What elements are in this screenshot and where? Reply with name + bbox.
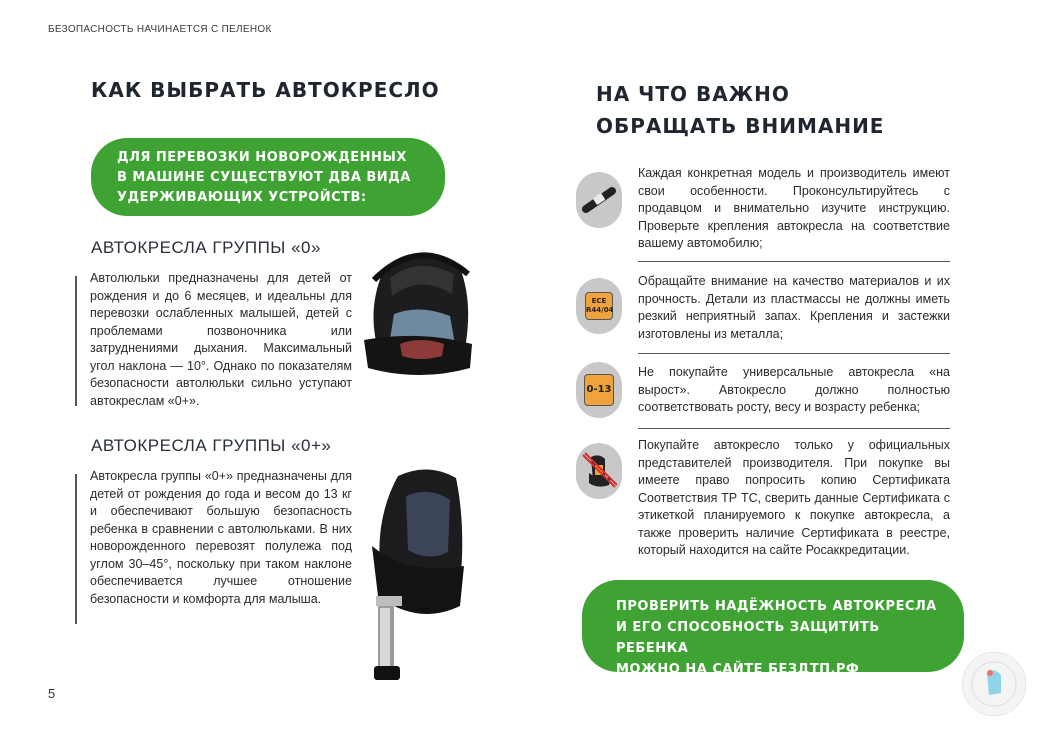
weight-badge: 0-13: [584, 374, 614, 406]
right-page-title: НА ЧТО ВАЖНО ОБРАЩАТЬ ВНИМАНИЕ: [596, 82, 885, 138]
group0-heading: АВТОКРЕСЛА ГРУППЫ «0»: [91, 238, 321, 257]
check-callout-text: МОЖНО НА САЙТЕ: [616, 662, 769, 677]
ece-badge-line: R44/04: [586, 306, 614, 314]
weight-range-icon: [576, 362, 622, 418]
divider: [638, 353, 950, 354]
brand-logo-icon: [962, 652, 1026, 716]
group0-rule: [75, 276, 77, 406]
check-callout-line: И ЕГО СПОСОБНОСТЬ ЗАЩИТИТЬ РЕБЕНКА: [616, 620, 880, 656]
seatbelt-buckle-icon: [576, 172, 622, 228]
left-page-title: КАК ВЫБРАТЬ АВТОКРЕСЛО: [91, 78, 440, 102]
group0plus-rule: [75, 474, 77, 624]
intro-callout: [91, 138, 445, 216]
advice-item-3: Не покупайте универсальные автокресла «на вырост». Автокресло должно полностью соответствовать росту, весу и возрасту ребенка;: [638, 365, 950, 414]
check-callout: [582, 580, 964, 677]
crossed-seat-icon: [576, 443, 622, 499]
divider: [638, 261, 950, 262]
ece-badge: [585, 292, 613, 320]
group0-text: Автолюльки предназначены для детей от рождения и до 6 месяцев, и идеальны для перевозки ослабленных малышей, детей с проблемами позвоночника или затруднениями дыхания. Максимальный угол наклона — 10°. Однако по показателям безопасности автолюльки сильно уступают автокреслам «0+».: [90, 271, 352, 408]
advice-item-1: Каждая конкретная модель и производитель имеют свои особенности. Проконсультируйтесь с продавцом и внимательно изучите инструкцию. Проверьте крепления автокресла на соответствие вашему автомобилю;: [638, 166, 950, 250]
bezdtp-link[interactable]: БЕЗДТП.РФ: [768, 662, 860, 677]
advice-item-4: Покупайте автокресло только у официальных представителей производителя. При покупке вы имеете право попросить копию Сертификата Соответствия ТР ТС, сверить данные Сертификата с этикеткой планируемого к покупке автокресла, а также проверить наличие Сертификата в реестре, который находится на сайте Росаккредитации.: [638, 438, 950, 557]
running-header: БЕЗОПАСНОСТЬ НАЧИНАЕТСЯ С ПЕЛЕНОК: [48, 24, 272, 35]
intro-callout-line: В МАШИНЕ СУЩЕСТВУЮТ ДВА ВИДА: [117, 170, 411, 185]
group0plus-text: Автокресла группы «0+» предназначены для детей от рождения до года и весом до 13 кг и обеспечивают большую безопасность ребенка в сравнении с автолюльками. В них новорожденного перевозят полулежа под углом 30–45°, поскольку при таком наклоне обеспечивается лучшее отношение безопасности и комфорта для малыша.: [90, 469, 352, 606]
intro-callout-line: ДЛЯ ПЕРЕВОЗКИ НОВОРОЖДЕННЫХ: [117, 150, 407, 165]
page-number-left: 5: [48, 686, 56, 701]
ece-badge-line: ECE: [591, 297, 607, 305]
check-callout-line: [616, 659, 944, 680]
ece-certificate-icon: [576, 278, 622, 334]
infant-carrier-image: [360, 244, 478, 394]
divider: [638, 428, 950, 429]
group0plus-heading: АВТОКРЕСЛА ГРУППЫ «0+»: [91, 436, 332, 455]
convertible-seat-image: [368, 466, 468, 684]
check-callout-line: ПРОВЕРИТЬ НАДЁЖНОСТЬ АВТОКРЕСЛА: [616, 599, 937, 614]
intro-callout-line: УДЕРЖИВАЮЩИХ УСТРОЙСТВ:: [117, 190, 367, 205]
advice-item-2: Обращайте внимание на качество материалов и их прочность. Детали из пластмассы не должны иметь резкий неприятный запах. Крепления и застежки изготовлены из металла;: [638, 274, 950, 341]
